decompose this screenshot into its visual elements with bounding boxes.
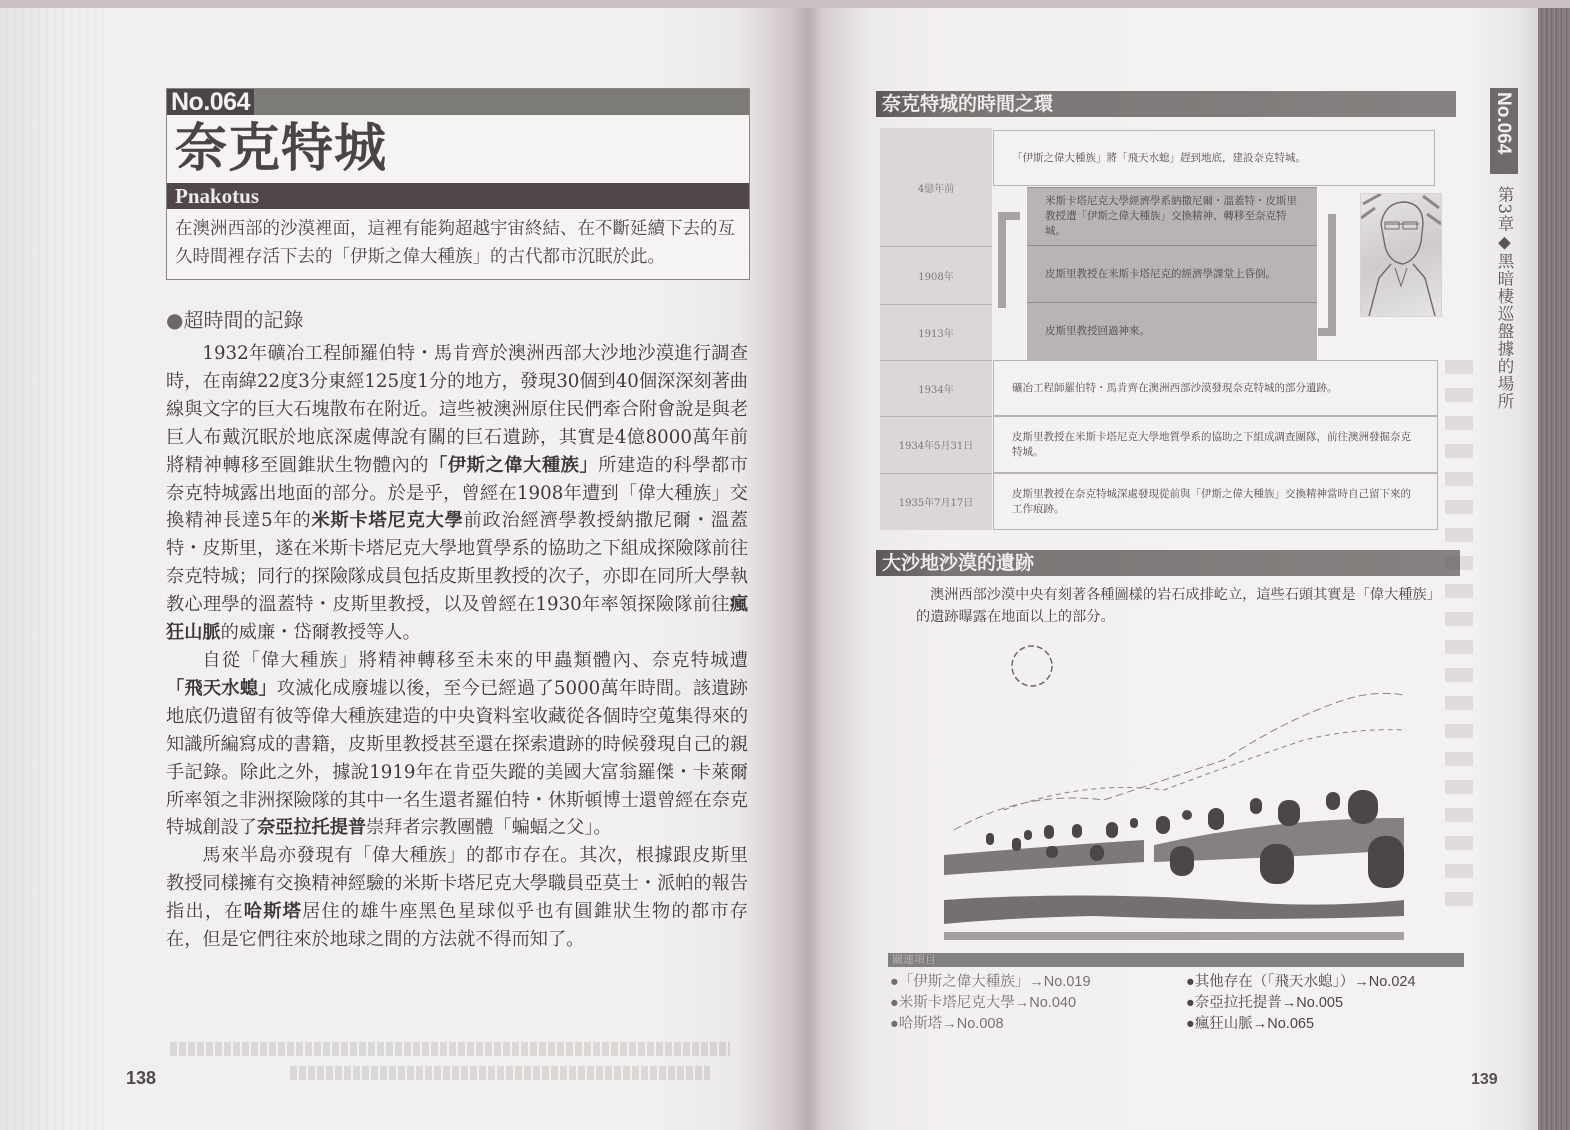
timeline-event: 皮斯里教授在米斯卡塔尼克大學地質學系的協助之下組成調查團隊，前往澳洲發掘奈克特城。 <box>993 416 1438 473</box>
side-tab-number <box>1490 88 1518 174</box>
body-paragraph <box>166 842 748 954</box>
related-items-heading: 關連項目 <box>892 953 936 966</box>
entry-title: 奈克特城 <box>175 119 388 179</box>
timeline-event: 皮斯里教授回過神來。 <box>1027 302 1317 360</box>
timeline-date: 1908年 <box>880 246 992 305</box>
entry-number-bar <box>167 89 749 115</box>
timeline-heading-bar <box>876 91 1456 117</box>
entry-header <box>166 88 750 280</box>
related-list-right <box>1186 972 1416 1035</box>
body-paragraph <box>166 647 748 842</box>
entry-subtitle: Pnakotus <box>175 184 260 208</box>
page-number-left: 138 <box>126 1068 157 1088</box>
related-item-link[interactable]: ●「伊斯之偉大種族」→No.019 <box>890 974 1091 990</box>
book-edge-right <box>1538 8 1570 1130</box>
related-item-link[interactable]: ●奈亞拉托提普→No.005 <box>1186 995 1344 1011</box>
keyword-term: 瘋狂山脈 <box>166 594 748 644</box>
paragraph-text: 崇拜者宗教團體「蝙蝠之父」。 <box>366 817 612 839</box>
loop-arrow-left <box>998 212 1006 308</box>
page-edge-stack <box>0 8 110 1130</box>
loop-arrow-left-top <box>998 212 1020 220</box>
bleed-through-text <box>290 1066 710 1080</box>
section-heading <box>166 306 303 334</box>
loop-arrow-right <box>1328 214 1336 336</box>
desert-standing-stones-illustration <box>944 640 1404 940</box>
keyword-term: 米斯卡塔尼克大學 <box>311 510 464 532</box>
professor-portrait-icon <box>1360 193 1442 317</box>
keyword-term: 「伊斯之偉大種族」 <box>429 454 599 476</box>
bleed-through-text <box>170 1042 730 1056</box>
related-item-link[interactable]: ●其他存在（「飛天水螅」）→No.024 <box>1186 974 1416 990</box>
timeline-event: 「伊斯之偉大種族」將「飛天水螅」趕到地底，建設奈克特城。 <box>993 130 1435 186</box>
paragraph-text: 攻滅化成廢墟以後，至今已經過了5000萬年時間。該遺跡地底仍遺留有彼等偉大種族建造的中央資料室收藏從各個時空蒐集得來的知識所編寫成的書籍，皮斯里教授甚至還在探索遺跡的時候發現自己的親手記錄。除此之外，據說1919年在肯亞失蹤的美國大富翁羅傑・卡萊爾所率領之非洲探險隊的其中一名生還者羅伯特・休斯頓博士還曾經在奈克特城創設了 <box>166 677 749 839</box>
loop-arrow-right-bottom <box>1318 328 1336 336</box>
ruins-heading: 大沙地沙漠的遺跡 <box>882 552 1035 574</box>
related-items-bar <box>888 953 1464 967</box>
timeline-date: 1913年 <box>880 304 992 361</box>
bleed-through-text <box>1445 360 1473 920</box>
body-text <box>166 340 748 954</box>
keyword-term: 哈斯塔 <box>243 901 303 923</box>
body-paragraph <box>166 340 748 647</box>
paragraph-text: 1932年礦冶工程師羅伯特・馬肯齊於澳洲西部大沙地沙漠進行調查時，在南緯22度3分東經125度1分的地方，發現30個到40個深深刻著曲線與文字的巨大石塊散布在附近。這些被澳洲原住民們牽合附會說是與老巨人布戴沉眠於地底深處傳說有關的巨石遺跡，其實是4億8000萬年前將精神轉移至圓錐狀生物體內的 <box>166 343 749 476</box>
timeline-date: 4億年前 <box>880 128 992 247</box>
related-item-link[interactable]: ●米斯卡塔尼克大學→No.040 <box>890 995 1077 1011</box>
timeline-date: 1934年5月31日 <box>880 416 992 474</box>
entry-subtitle-bar <box>167 183 749 209</box>
paragraph-text: 馬來半島亦發現有「偉大種族」的都市存在。其次，根據跟皮斯里教授同樣擁有交換精神經驗的米斯卡塔尼克大學職員亞莫士・派帕的報告指出，在 <box>166 845 749 923</box>
entry-number: No.064 <box>167 89 254 115</box>
section-heading-text: 超時間的記錄 <box>183 308 304 332</box>
timeline-heading: 奈克特城的時間之環 <box>882 93 1054 115</box>
timeline-date: 1935年7月17日 <box>898 498 974 509</box>
timeline-date: 1934年 <box>880 360 992 417</box>
related-item-link[interactable]: ●哈斯塔→No.008 <box>890 1016 1004 1032</box>
bullet-icon: ● <box>166 308 184 332</box>
timeline-event: 皮斯里教授在米斯卡塔尼克的經濟學課堂上昏倒。 <box>1027 245 1317 302</box>
entry-summary: 在澳洲西部的沙漠裡面，這裡有能夠超越宇宙終結、在不斷延續下去的亙久時間裡存活下去的「伊斯之偉大種族」的古代都市沉眠於此。 <box>175 219 735 267</box>
keyword-term: 奈亞拉托提普 <box>256 817 367 839</box>
side-tab-chapter: 第3章◆黑暗棲巡盤據的場所 <box>1495 186 1514 410</box>
ruins-heading-bar <box>876 550 1460 576</box>
paragraph-text: 所建造的科學都市奈克特城露出地面的部分。於是乎，曾經在1908年遭到「偉大種族」交換精神長達5年的 <box>166 454 748 532</box>
paragraph-text: 前政治經濟學教授納撒尼爾・溫蓋特・皮斯里，遂在米斯卡塔尼克大學地質學系的協助之下組成探險隊前往奈克特城；同行的探險隊成員包括皮斯里教授的次子，亦即在同所大學執教心理學的溫蓋特・皮斯里教授，以及曾經在1930年率領探險隊前往 <box>166 510 749 616</box>
ruins-description: 澳洲西部沙漠中央有刻著各種圖樣的岩石成排屹立，這些石頭其實是「偉大種族」的遺跡曝露在地面以上的部分。 <box>916 587 1434 625</box>
timeline-event: 礦冶工程師羅伯特・馬肯齊在澳洲西部沙漠發現奈克特城的部分遺跡。 <box>993 360 1438 416</box>
related-item-link[interactable]: ●瘋狂山脈→No.065 <box>1186 1016 1315 1032</box>
page-number-right: 139 <box>1471 1071 1498 1088</box>
paragraph-text: 的威廉・岱爾教授等人。 <box>220 622 421 644</box>
timeline-event: 皮斯里教授在奈克特城深處發現從前與「伊斯之偉大種族」交換精神當時自己留下來的工作痕跡。 <box>993 473 1438 530</box>
paragraph-text: 居住的雄牛座黑色星球似乎也有圓錐狀生物的都市存在，但是它們往來於地球之間的方法就不得而知了。 <box>166 901 748 951</box>
side-tab-number-text: No.064 <box>1493 92 1514 155</box>
keyword-term: 「飛天水螅」 <box>166 677 277 699</box>
timeline-event: 米斯卡塔尼克大學經濟學系納撒尼爾・溫蓋特・皮斯里教授遭「伊斯之偉大種族」交換精神、轉移至奈克特城。 <box>1027 187 1317 245</box>
related-list-left <box>890 972 1091 1035</box>
paragraph-text: 自從「偉大種族」將精神轉移至未來的甲蟲類體內、奈克特城遭 <box>202 649 748 671</box>
